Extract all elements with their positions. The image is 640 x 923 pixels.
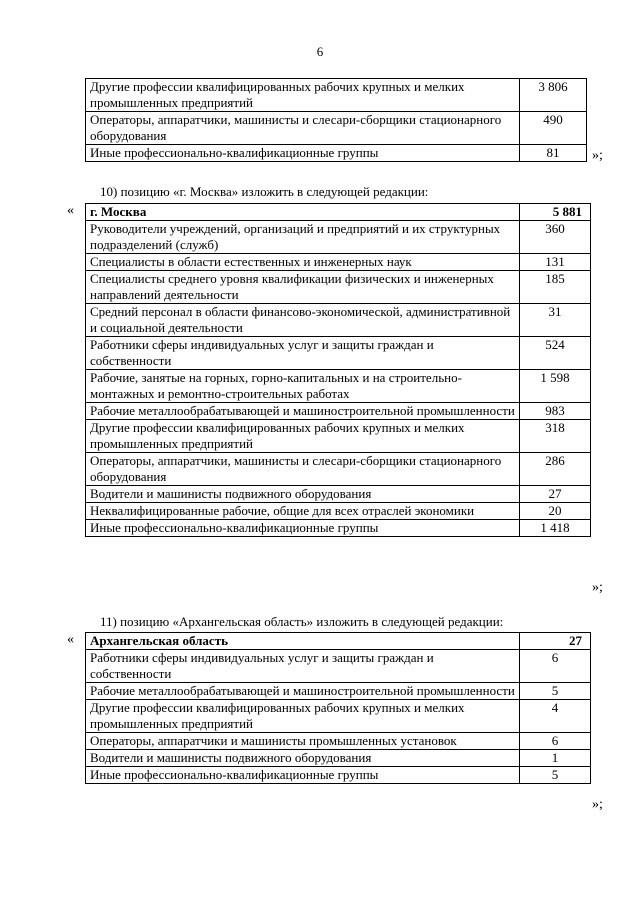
row-value: 524 [520, 337, 591, 370]
row-name: Рабочие, занятые на горных, горно-капитальных и на строительно-монтажных и ремонтно-строительных работах [86, 370, 520, 403]
row-value: 31 [520, 304, 591, 337]
row-value: 131 [520, 254, 591, 271]
table-header-row [86, 633, 591, 650]
row-name: Работники сферы индивидуальных услуг и защиты граждан и собственности [86, 337, 520, 370]
close-quote: »; [592, 797, 603, 812]
table-continuation [85, 78, 587, 162]
open-quote: « [67, 632, 74, 647]
row-name: Неквалифицированные рабочие, общие для всех отраслей экономики [86, 503, 520, 520]
open-quote: « [67, 203, 74, 218]
section-10-intro: 10) позицию «г. Москва» изложить в следующей редакции: [100, 184, 429, 199]
table-row [86, 700, 591, 733]
table-row [86, 650, 591, 683]
row-value: 5 [520, 767, 591, 784]
table-header-row [86, 204, 591, 221]
row-name: Средний персонал в области финансово-экономической, административной и социальной деятельности [86, 304, 520, 337]
row-name: Иные профессионально-квалификационные группы [86, 145, 520, 162]
row-name: Другие профессии квалифицированных рабочих крупных и мелких промышленных предприятий [86, 420, 520, 453]
table-row [86, 112, 587, 145]
table-row [86, 767, 591, 784]
table-row [86, 403, 591, 420]
page-number: 6 [316, 44, 324, 59]
table-row [86, 420, 591, 453]
table-row [86, 271, 591, 304]
table-row [86, 337, 591, 370]
close-quote: »; [592, 148, 603, 163]
table-row [86, 503, 591, 520]
row-name: Другие профессии квалифицированных рабочих крупных и мелких промышленных предприятий [86, 700, 520, 733]
row-value: 1 598 [520, 370, 591, 403]
row-name: Иные профессионально-квалификационные группы [86, 767, 520, 784]
row-value: 1 418 [520, 520, 591, 537]
table-row [86, 683, 591, 700]
row-name: Иные профессионально-квалификационные группы [86, 520, 520, 537]
table-row [86, 733, 591, 750]
row-name: Руководители учреждений, организаций и предприятий и их структурных подразделений (служб) [86, 221, 520, 254]
table-row [86, 221, 591, 254]
row-name: Специалисты в области естественных и инженерных наук [86, 254, 520, 271]
row-name: Водители и машинисты подвижного оборудования [86, 486, 520, 503]
close-quote: »; [592, 580, 603, 595]
row-value: 20 [520, 503, 591, 520]
row-name: Рабочие металлообрабатывающей и машиностроительной промышленности [86, 403, 520, 420]
table-arkhangelsk [85, 632, 591, 784]
row-name: Водители и машинисты подвижного оборудования [86, 750, 520, 767]
row-value: 318 [520, 420, 591, 453]
table-row [86, 486, 591, 503]
table-row [86, 254, 591, 271]
region-total: 27 [520, 633, 591, 650]
row-name: Работники сферы индивидуальных услуг и защиты граждан и собственности [86, 650, 520, 683]
row-name: Специалисты среднего уровня квалификации физических и инженерных направлений деятельности [86, 271, 520, 304]
row-name: Другие профессии квалифицированных рабочих крупных и мелких промышленных предприятий [86, 79, 520, 112]
table-row [86, 304, 591, 337]
row-value: 5 [520, 683, 591, 700]
row-value: 6 [520, 650, 591, 683]
table-row [86, 520, 591, 537]
region-total: 5 881 [520, 204, 591, 221]
row-value: 490 [520, 112, 587, 145]
table-row [86, 79, 587, 112]
row-name: Операторы, аппаратчики, машинисты и слесари-сборщики стационарного оборудования [86, 112, 520, 145]
row-value: 983 [520, 403, 591, 420]
row-name: Рабочие металлообрабатывающей и машиностроительной промышленности [86, 683, 520, 700]
region-name: г. Москва [86, 204, 520, 221]
table-row [86, 453, 591, 486]
row-value: 185 [520, 271, 591, 304]
section-11-intro: 11) позицию «Архангельская область» изложить в следующей редакции: [100, 614, 504, 629]
table-row [86, 750, 591, 767]
row-value: 1 [520, 750, 591, 767]
row-value: 286 [520, 453, 591, 486]
row-value: 81 [520, 145, 587, 162]
row-value: 27 [520, 486, 591, 503]
table-moscow [85, 203, 591, 537]
row-value: 4 [520, 700, 591, 733]
table-row [86, 370, 591, 403]
region-name: Архангельская область [86, 633, 520, 650]
row-value: 3 806 [520, 79, 587, 112]
row-value: 360 [520, 221, 591, 254]
table-row [86, 145, 587, 162]
row-name: Операторы, аппаратчики и машинисты промышленных установок [86, 733, 520, 750]
row-name: Операторы, аппаратчики, машинисты и слесари-сборщики стационарного оборудования [86, 453, 520, 486]
row-value: 6 [520, 733, 591, 750]
